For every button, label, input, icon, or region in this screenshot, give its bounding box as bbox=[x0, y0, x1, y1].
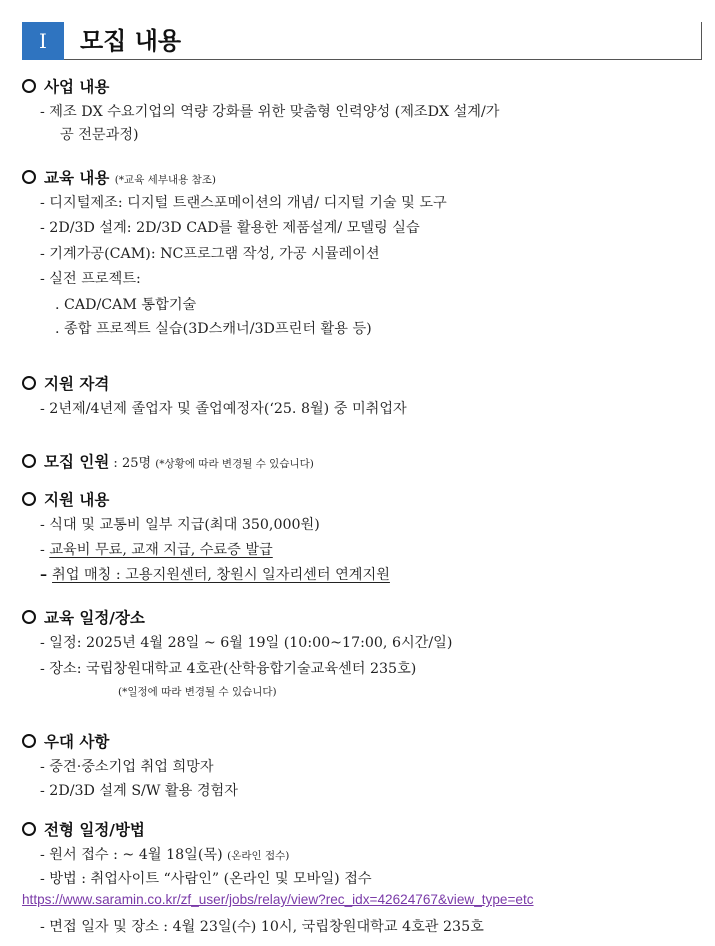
heading-support: 지원 내용 bbox=[22, 488, 109, 510]
recruit-note: (*상황에 따라 변경될 수 있습니다) bbox=[155, 458, 314, 470]
education-line: - 2D/3D 설계: 2D/3D CAD를 활용한 제품설계/ 모델링 실습 bbox=[40, 220, 420, 236]
eligibility-line: - 2년제/4년제 졸업자 및 졸업예정자(‘25. 8월) 중 미취업자 bbox=[40, 401, 407, 417]
saramin-job-link[interactable]: https://www.saramin.co.kr/zf_user/jobs/relay/view?rec_idx=42624767&view_type=etc bbox=[22, 892, 534, 907]
schedule-note: (*일정에 따라 변경될 수 있습니다) bbox=[118, 686, 277, 698]
circle-bullet-icon bbox=[22, 822, 36, 836]
schedule-line: - 일정: 2025년 4월 28일 ~ 6월 19일 (10:00~17:00, 6시간/일) bbox=[40, 635, 453, 651]
education-line: - 기계가공(CAM): NC프로그램 작성, 가공 시뮬레이션 bbox=[40, 246, 380, 262]
selection-note: (온라인 접수) bbox=[227, 850, 290, 862]
circle-bullet-icon bbox=[22, 454, 36, 468]
heading-business: 사업 내용 bbox=[22, 75, 109, 97]
selection-line: - 면접 일자 및 장소 : 4월 23일(수) 10시, 국립창원대학교 4호관 235호 bbox=[40, 919, 484, 935]
support-line: - 식대 및 교통비 일부 지급(최대 350,000원) bbox=[40, 517, 320, 533]
education-note: (*교육 세부내용 참조) bbox=[114, 174, 216, 186]
education-subline: . CAD/CAM 통합기술 bbox=[55, 297, 197, 313]
circle-bullet-icon bbox=[22, 376, 36, 390]
education-line: - 실전 프로젝트: bbox=[40, 271, 141, 287]
heading-preference: 우대 사항 bbox=[22, 730, 109, 752]
business-line: 공 전문과정) bbox=[60, 127, 139, 143]
circle-bullet-icon bbox=[22, 492, 36, 506]
support-underlined-text: 취업 매칭 : 고용지원센터, 창원시 일자리센터 연계지원 bbox=[52, 567, 390, 583]
circle-bullet-icon bbox=[22, 610, 36, 624]
education-line: - 디지털제조: 디지털 트랜스포메이션의 개념/ 디지털 기술 및 도구 bbox=[40, 195, 447, 211]
education-subline: . 종합 프로젝트 실습(3D스캐너/3D프린터 활용 등) bbox=[55, 321, 372, 337]
title-number-badge: I bbox=[22, 22, 64, 60]
selection-line: - 방법 : 취업사이트 “사람인” (온라인 및 모바일) 접수 bbox=[40, 871, 372, 887]
selection-line: - 원서 접수 : ~ 4월 18일(목) (온라인 접수) bbox=[40, 847, 290, 863]
heading-selection: 전형 일정/방법 bbox=[22, 818, 145, 840]
support-line: – 취업 매칭 : 고용지원센터, 창원시 일자리센터 연계지원 bbox=[40, 567, 390, 583]
circle-bullet-icon bbox=[22, 170, 36, 184]
circle-bullet-icon bbox=[22, 79, 36, 93]
recruit-count: : 25명 bbox=[109, 456, 156, 471]
schedule-line: - 장소: 국립창원대학교 4호관(산학융합기술교육센터 235호) bbox=[40, 661, 417, 677]
section-title-bar bbox=[22, 22, 702, 60]
circle-bullet-icon bbox=[22, 734, 36, 748]
preference-line: - 2D/3D 설계 S/W 활용 경험자 bbox=[40, 783, 238, 799]
heading-eligibility: 지원 자격 bbox=[22, 372, 109, 394]
support-underlined-text: 교육비 무료, 교재 지급, 수료증 발급 bbox=[49, 542, 273, 558]
heading-recruit: 모집 인원 : 25명 (*상황에 따라 변경될 수 있습니다) bbox=[22, 450, 314, 472]
page-title: 모집 내용 bbox=[80, 27, 182, 55]
support-line: - 교육비 무료, 교재 지급, 수료증 발급 bbox=[40, 542, 273, 558]
heading-education: 교육 내용 (*교육 세부내용 참조) bbox=[22, 166, 216, 188]
heading-schedule: 교육 일정/장소 bbox=[22, 606, 145, 628]
business-line: - 제조 DX 수요기업의 역량 강화를 위한 맞춤형 인력양성 (제조DX 설계/가 bbox=[40, 104, 500, 120]
preference-line: - 중견·중소기업 취업 희망자 bbox=[40, 759, 214, 775]
